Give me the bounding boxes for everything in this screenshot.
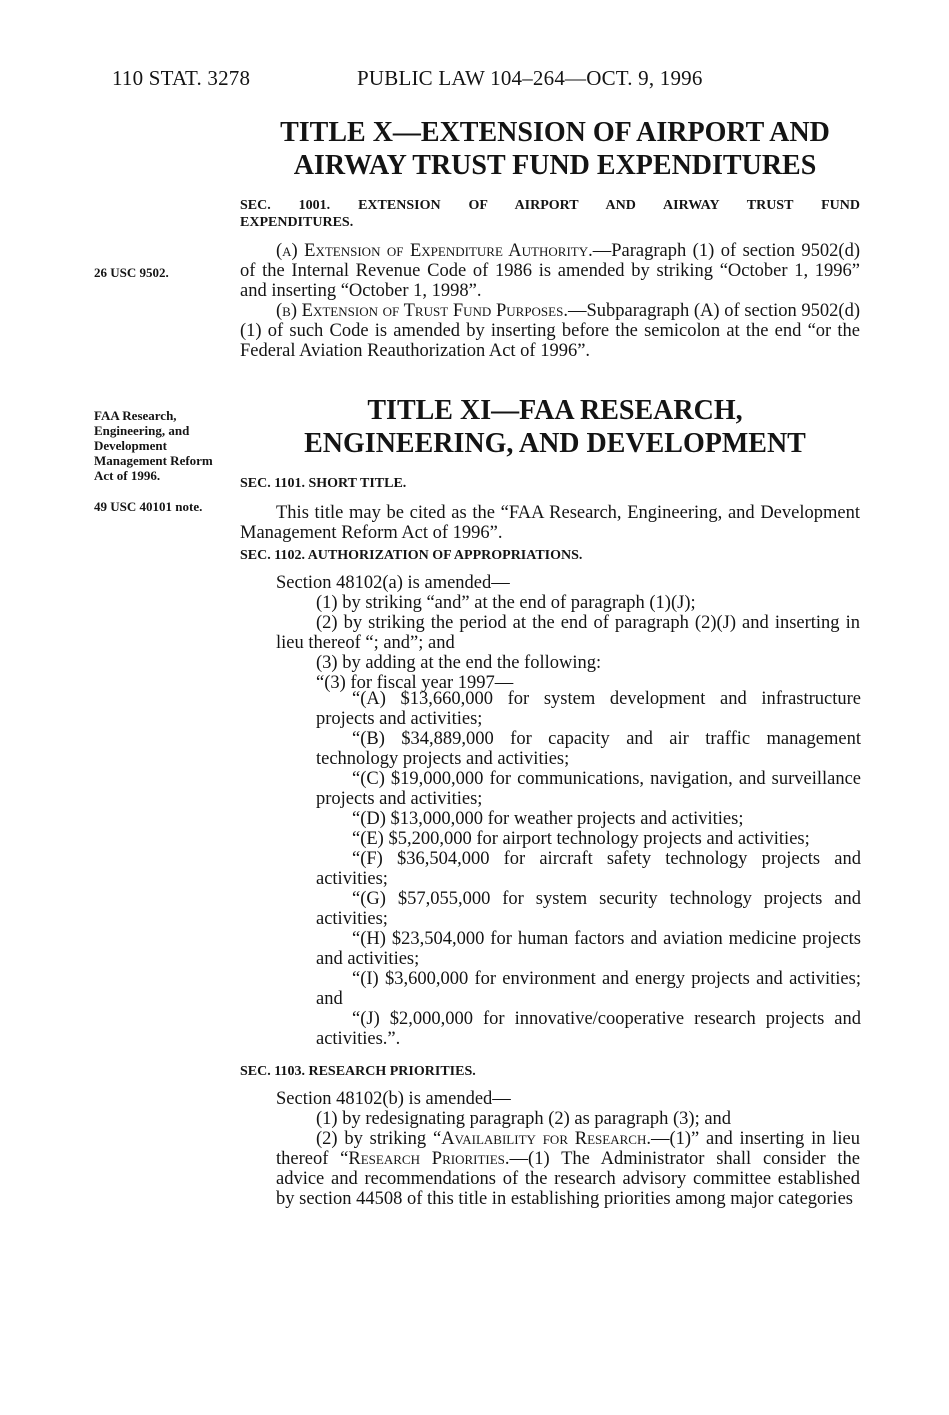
sec-1001-body (240, 241, 860, 361)
margin-note-26-usc: 26 USC 9502. (94, 265, 169, 280)
title-xi-line2: ENGINEERING, AND DEVELOPMENT (304, 428, 806, 459)
para-2-end: .—(1) The Administrator shall consider the advice and recommendations of the research advisory committee established by section 44508 of this title in establishing priorities among major categories (276, 1149, 861, 1209)
title-x-line2: AIRWAY TRUST FUND EXPENDITURES (293, 150, 817, 181)
sec-1101-body (240, 503, 860, 543)
sec-1102-para-1: (1) by striking “and” at the end of paragraph (1)(J); (316, 593, 696, 613)
title-xi-line1: TITLE XI—FAA RESEARCH, (367, 395, 743, 426)
list-item: “(A) $13,660,000 for system development and infrastructure projects and activities; (316, 689, 861, 729)
sec-1102-para-2: (2) by striking the period at the end of paragraph (2)(J) and inserting in lieu thereof “; and”; and (276, 613, 860, 653)
title-x-heading (240, 116, 870, 182)
sec-1001-heading-line1: SEC. 1001. EXTENSION OF AIRPORT AND AIRWAY TRUST FUND (240, 198, 860, 213)
subsection-a-text: —Paragraph (1) of section 9502(d) of the Internal Revenue Code of 1986 is amended by striking “October 1, 1996” and inserting “October 1, 1998”. (240, 241, 860, 301)
list-item: “(E) $5,200,000 for airport technology projects and activities; (352, 829, 810, 849)
sec-1102-heading: SEC. 1102. AUTHORIZATION OF APPROPRIATIONS. (240, 548, 583, 563)
margin-note-49-usc: 49 USC 40101 note. (94, 499, 203, 514)
list-item: “(J) $2,000,000 for innovative/cooperative research projects and activities.”. (316, 1009, 861, 1049)
sec-1103-para-1: (1) by redesignating paragraph (2) as paragraph (3); and (316, 1109, 732, 1129)
sec-1102-fiscal-year: “(3) for fiscal year 1997— (316, 673, 514, 693)
para-2-smallcaps-1: Availability for Research (441, 1129, 647, 1149)
list-item: “(D) $13,000,000 for weather projects and activities; (352, 809, 744, 829)
para-2-smallcaps-2: Research Priorities (348, 1149, 505, 1169)
para-2-start: (2) by striking “ (316, 1129, 442, 1149)
list-item: “(B) $34,889,000 for capacity and air traffic management technology projects and activities; (316, 729, 861, 769)
subsection-a-heading: (a) Extension of Expenditure Authority. (276, 241, 593, 261)
sec-1102-body (240, 573, 860, 693)
sec-1001-heading-line2: EXPENDITURES. (240, 215, 354, 230)
sec-1103-body (240, 1089, 860, 1209)
list-item: “(C) $19,000,000 for communications, navigation, and surveillance projects and activities; (316, 769, 861, 809)
list-item: “(G) $57,055,000 for system security technology projects and activities; (316, 889, 861, 929)
list-item: “(F) $36,504,000 for aircraft safety technology projects and activities; (316, 849, 861, 889)
subsection-b-heading: (b) Extension of Trust Fund Purposes. (276, 301, 568, 321)
appropriations-list (316, 689, 861, 1049)
title-xi-heading (240, 394, 870, 460)
sec-1001-subsection-a (240, 241, 860, 301)
margin-note-faa-act: FAA Research, Engineering, and Development Management Reform Act of 1996. (94, 408, 213, 483)
sec-1001-subsection-b (240, 301, 860, 361)
sec-1103-para-2 (240, 1129, 860, 1209)
sec-1102-para-3: (3) by adding at the end the following: (316, 653, 602, 673)
sec-1103-heading: SEC. 1103. RESEARCH PRIORITIES. (240, 1064, 476, 1079)
title-x-line1: TITLE X—EXTENSION OF AIRPORT AND (280, 117, 830, 148)
sec-1101-text: This title may be cited as the “FAA Research, Engineering, and Development Management Reform Act of 1996”. (240, 503, 860, 543)
law-reference: PUBLIC LAW 104–264—OCT. 9, 1996 (357, 66, 703, 90)
sec-1001-heading (240, 197, 860, 231)
list-item: “(I) $3,600,000 for environment and energy projects and activities; and (316, 969, 861, 1009)
sec-1103-intro: Section 48102(b) is amended— (276, 1089, 511, 1109)
sec-1101-heading: SEC. 1101. SHORT TITLE. (240, 476, 407, 491)
subsection-b-text: —Subparagraph (A) of section 9502(d)(1) of such Code is amended by inserting before the semicolon at the end “or the Federal Aviation Reauthorization Act of 1996”. (240, 301, 861, 361)
para-2-mid: .—(1)” and inserting in lieu thereof “ (276, 1129, 860, 1169)
list-item: “(H) $23,504,000 for human factors and aviation medicine projects and activities; (316, 929, 861, 969)
sec-1102-intro: Section 48102(a) is amended— (276, 573, 510, 593)
page-reference: 110 STAT. 3278 (112, 66, 251, 90)
